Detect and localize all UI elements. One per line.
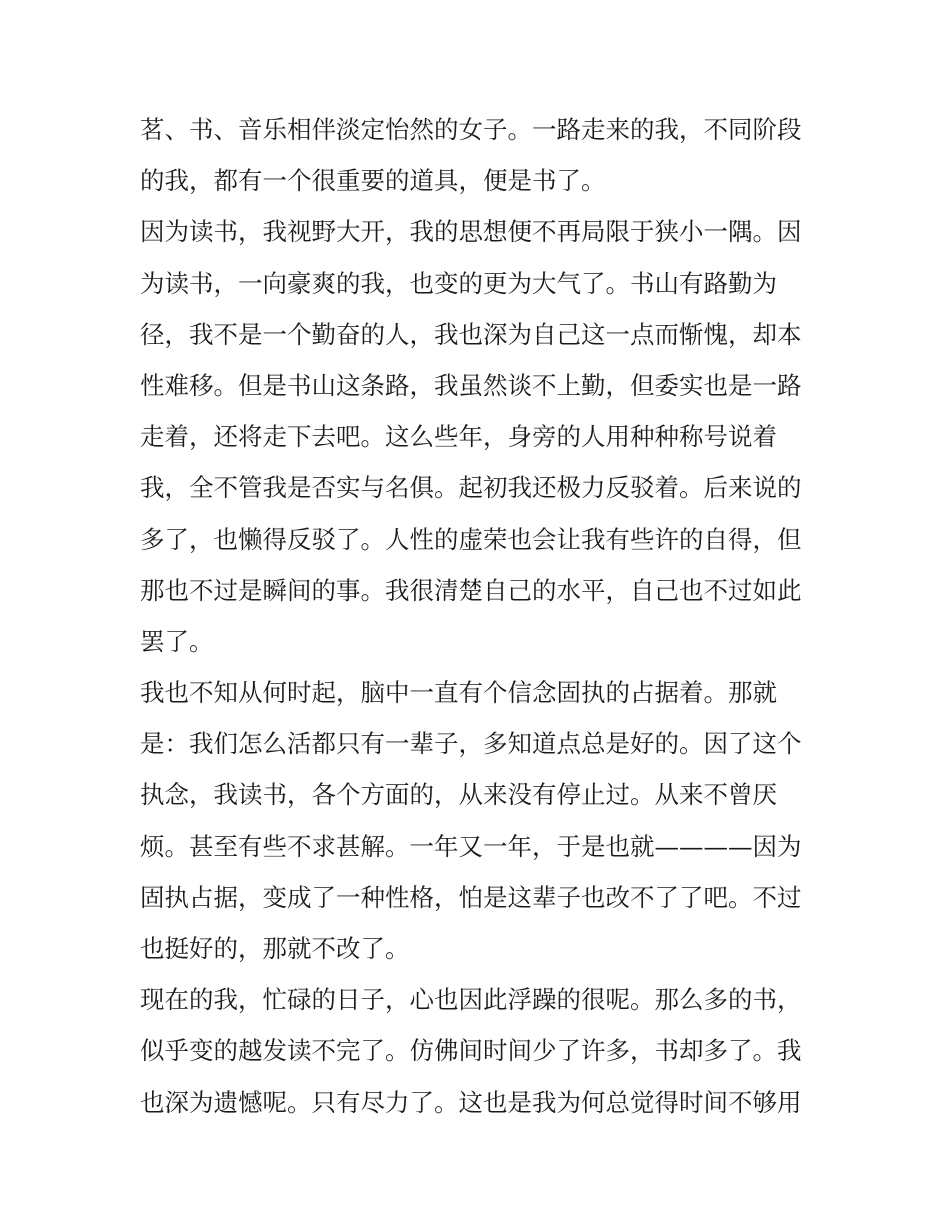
text-line: 那也不过是瞬间的事。我很清楚自己的水平，自己也不过如此 [140, 575, 802, 605]
text-line: 的我，都有一个很重要的道具，便是书了。 [140, 166, 606, 196]
text-line: 罢了。 [140, 626, 214, 656]
text-line: 为读书，一向豪爽的我，也变的更为大气了。书山有路勤为 [140, 268, 777, 298]
text-line: 是：我们怎么活都只有一辈子，多知道点总是好的。因了这个 [140, 729, 802, 759]
text-line: 似乎变的越发读不完了。仿佛间时间少了许多，书却多了。我 [140, 1036, 802, 1066]
text-line: 走着，还将走下去吧。这么些年，身旁的人用种种称号说着 [140, 422, 777, 452]
text-line: 径，我不是一个勤奋的人，我也深为自己这一点而惭愧，却本 [140, 319, 802, 349]
text-line: 也深为遗憾呢。只有尽力了。这也是我为何总觉得时间不够用 [140, 1087, 802, 1117]
text-line: 多了，也懒得反驳了。人性的虚荣也会让我有些许的自得，但 [140, 524, 802, 554]
body-text [140, 104, 820, 1128]
text-line: 执念，我读书，各个方面的，从来没有停止过。从来不曾厌 [140, 780, 777, 810]
text-line: 烦。甚至有些不求甚解。一年又一年，于是也就————因为 [140, 831, 802, 861]
text-line: 茗、书、音乐相伴淡定怡然的女子。一路走来的我，不同阶段 [140, 115, 802, 144]
text-line: 固执占据，变成了一种性格，怕是这辈子也改不了了吧。不过 [140, 882, 802, 912]
text-line: 也挺好的，那就不改了。 [140, 934, 410, 963]
text-line: 性难移。但是书山这条路，我虽然谈不上勤，但委实也是一路 [140, 370, 802, 400]
text-line: 因为读书，我视野大开，我的思想便不再局限于狭小一隅。因 [140, 217, 802, 247]
text-line: 我也不知从何时起，脑中一直有个信念固执的占据着。那就 [140, 678, 777, 708]
text-line: 现在的我，忙碌的日子，心也因此浮躁的很呢。那么多的书， [140, 985, 802, 1015]
text-line: 我，全不管我是否实与名俱。起初我还极力反驳着。后来说的 [140, 473, 802, 503]
